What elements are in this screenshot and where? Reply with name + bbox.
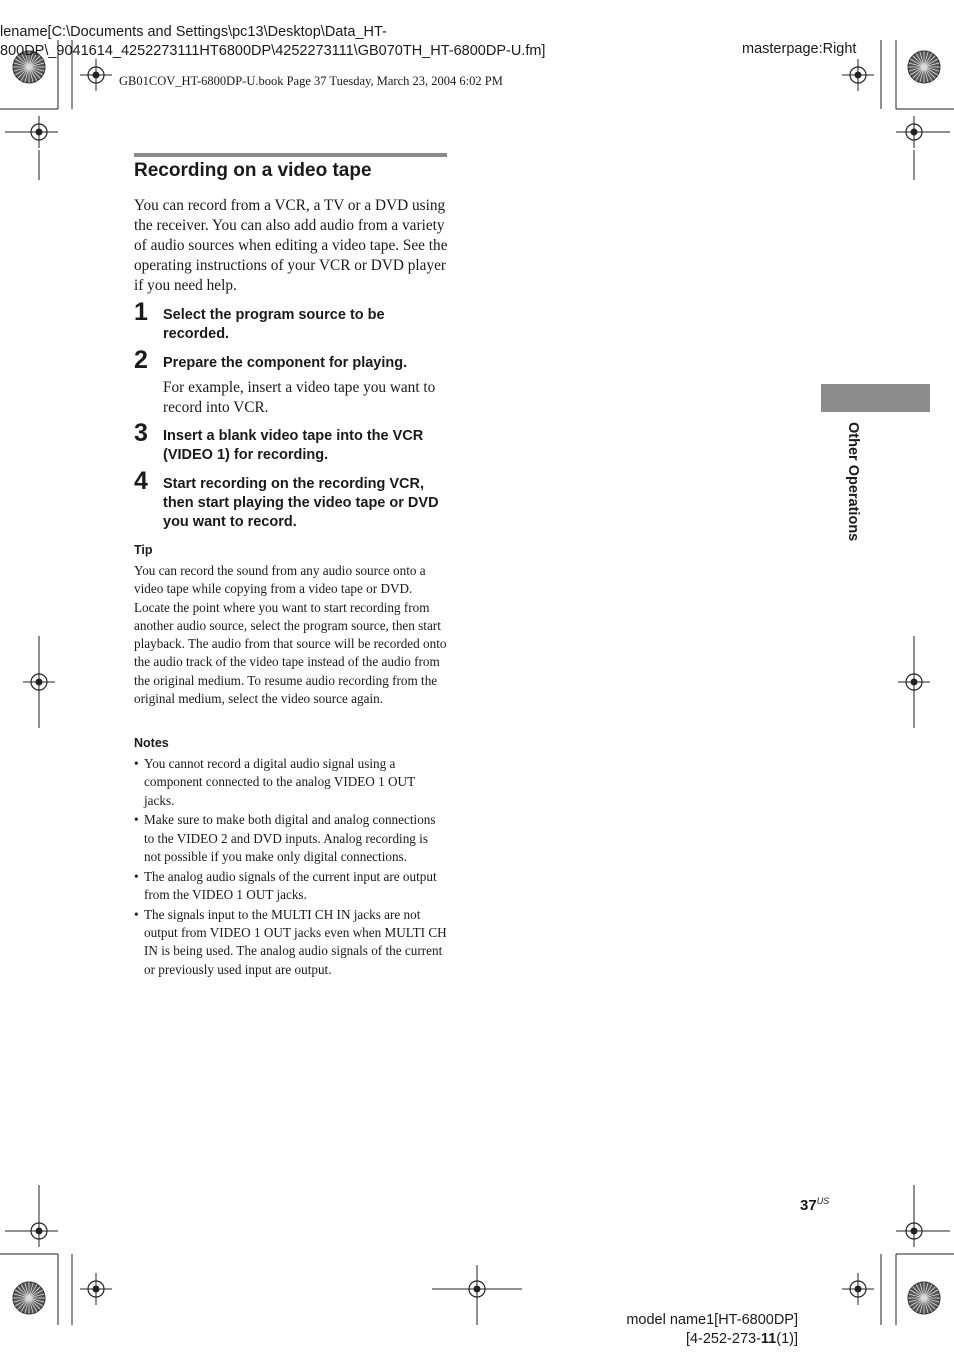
model-code-suffix: (1)] <box>776 1331 798 1347</box>
note-item-text: You cannot record a digital audio signal using a component connected to the analog VIDEO 1 OUT jacks. <box>144 756 415 808</box>
step-4-number: 4 <box>134 467 148 495</box>
step-2-text: Prepare the component for playing. <box>163 355 408 371</box>
step-2-number: 2 <box>134 346 148 374</box>
header-masterpage: masterpage:Right <box>742 41 857 57</box>
bullet: • <box>134 812 139 828</box>
step-4-text: Start recording on the recording VCR, then start playing the video tape or DVD you want to record. <box>163 476 439 530</box>
note-item-text: The signals input to the MULTI CH IN jacks are not output from VIDEO 1 OUT jacks even when MULTI CH IN is being used. The analog audio signals of the current or previously used input are output. <box>144 906 447 977</box>
page-number-value: 37 <box>800 1197 817 1214</box>
section-title: Recording on a video tape <box>134 160 372 181</box>
notes-list <box>134 755 448 981</box>
footer-model-line-1: model name1[HT-6800DP] <box>626 1312 798 1328</box>
header-filename-line-1: lename[C:\Documents and Settings\pc13\Desktop\Data_HT- <box>0 24 387 40</box>
notes-heading: Notes <box>134 736 169 750</box>
header-filename-line-2: 800DP\_9041614_4252273111HT6800DP\4252273111\GB070TH_HT-6800DP-U.fm] <box>0 43 546 59</box>
step-1-text: Select the program source to be recorded. <box>163 307 385 342</box>
intro-paragraph: You can record from a VCR, a TV or a DVD using the receiver. You can also add audio from a variety of audio sources when editing a video tape. See the operating instructions of your VCR or DVD player if you need help. <box>134 197 448 294</box>
note-item <box>134 906 448 979</box>
tip-heading: Tip <box>134 543 153 557</box>
bullet: • <box>134 906 139 922</box>
step-3-number: 3 <box>134 419 148 447</box>
note-item <box>134 868 448 905</box>
tip-text: You can record the sound from any audio source onto a video tape while copying from a video tape or DVD. Locate the point where you want to start recording from another audio source, select the program source, then start playback. The audio from that source will be recorded onto the audio track of the video tape instead of the audio from the original medium. To resume audio recording from the original medium, select the video source again. <box>134 563 447 707</box>
step-1-number: 1 <box>134 298 148 326</box>
footer-model-line-2 <box>686 1331 798 1347</box>
model-code-revision: 11 <box>760 1331 777 1347</box>
model-code-prefix: [4-252-273- <box>685 1331 761 1347</box>
title-rule <box>134 153 447 157</box>
step-3-text: Insert a blank video tape into the VCR (VIDEO 1) for recording. <box>163 428 424 463</box>
bullet: • <box>134 868 139 884</box>
note-item <box>134 755 448 810</box>
step-2-body: For example, insert a video tape you want to record into VCR. <box>163 379 436 416</box>
bullet: • <box>134 756 139 771</box>
side-tab-marker <box>821 384 930 412</box>
side-tab-label: Other Operations <box>845 422 861 542</box>
page-number <box>800 1196 829 1214</box>
note-item-text: Make sure to make both digital and analog connections to the VIDEO 2 and DVD inputs. Analog recording is not possible if you make only digital connections. <box>144 812 436 864</box>
page-number-suffix: US <box>816 1196 830 1206</box>
note-item-text: The analog audio signals of the current input are output from the VIDEO 1 OUT jacks. <box>144 868 437 903</box>
header-book-info: GB01COV_HT-6800DP-U.book Page 37 Tuesday, March 23, 2004 6:02 PM <box>119 74 503 88</box>
note-item <box>134 811 448 866</box>
